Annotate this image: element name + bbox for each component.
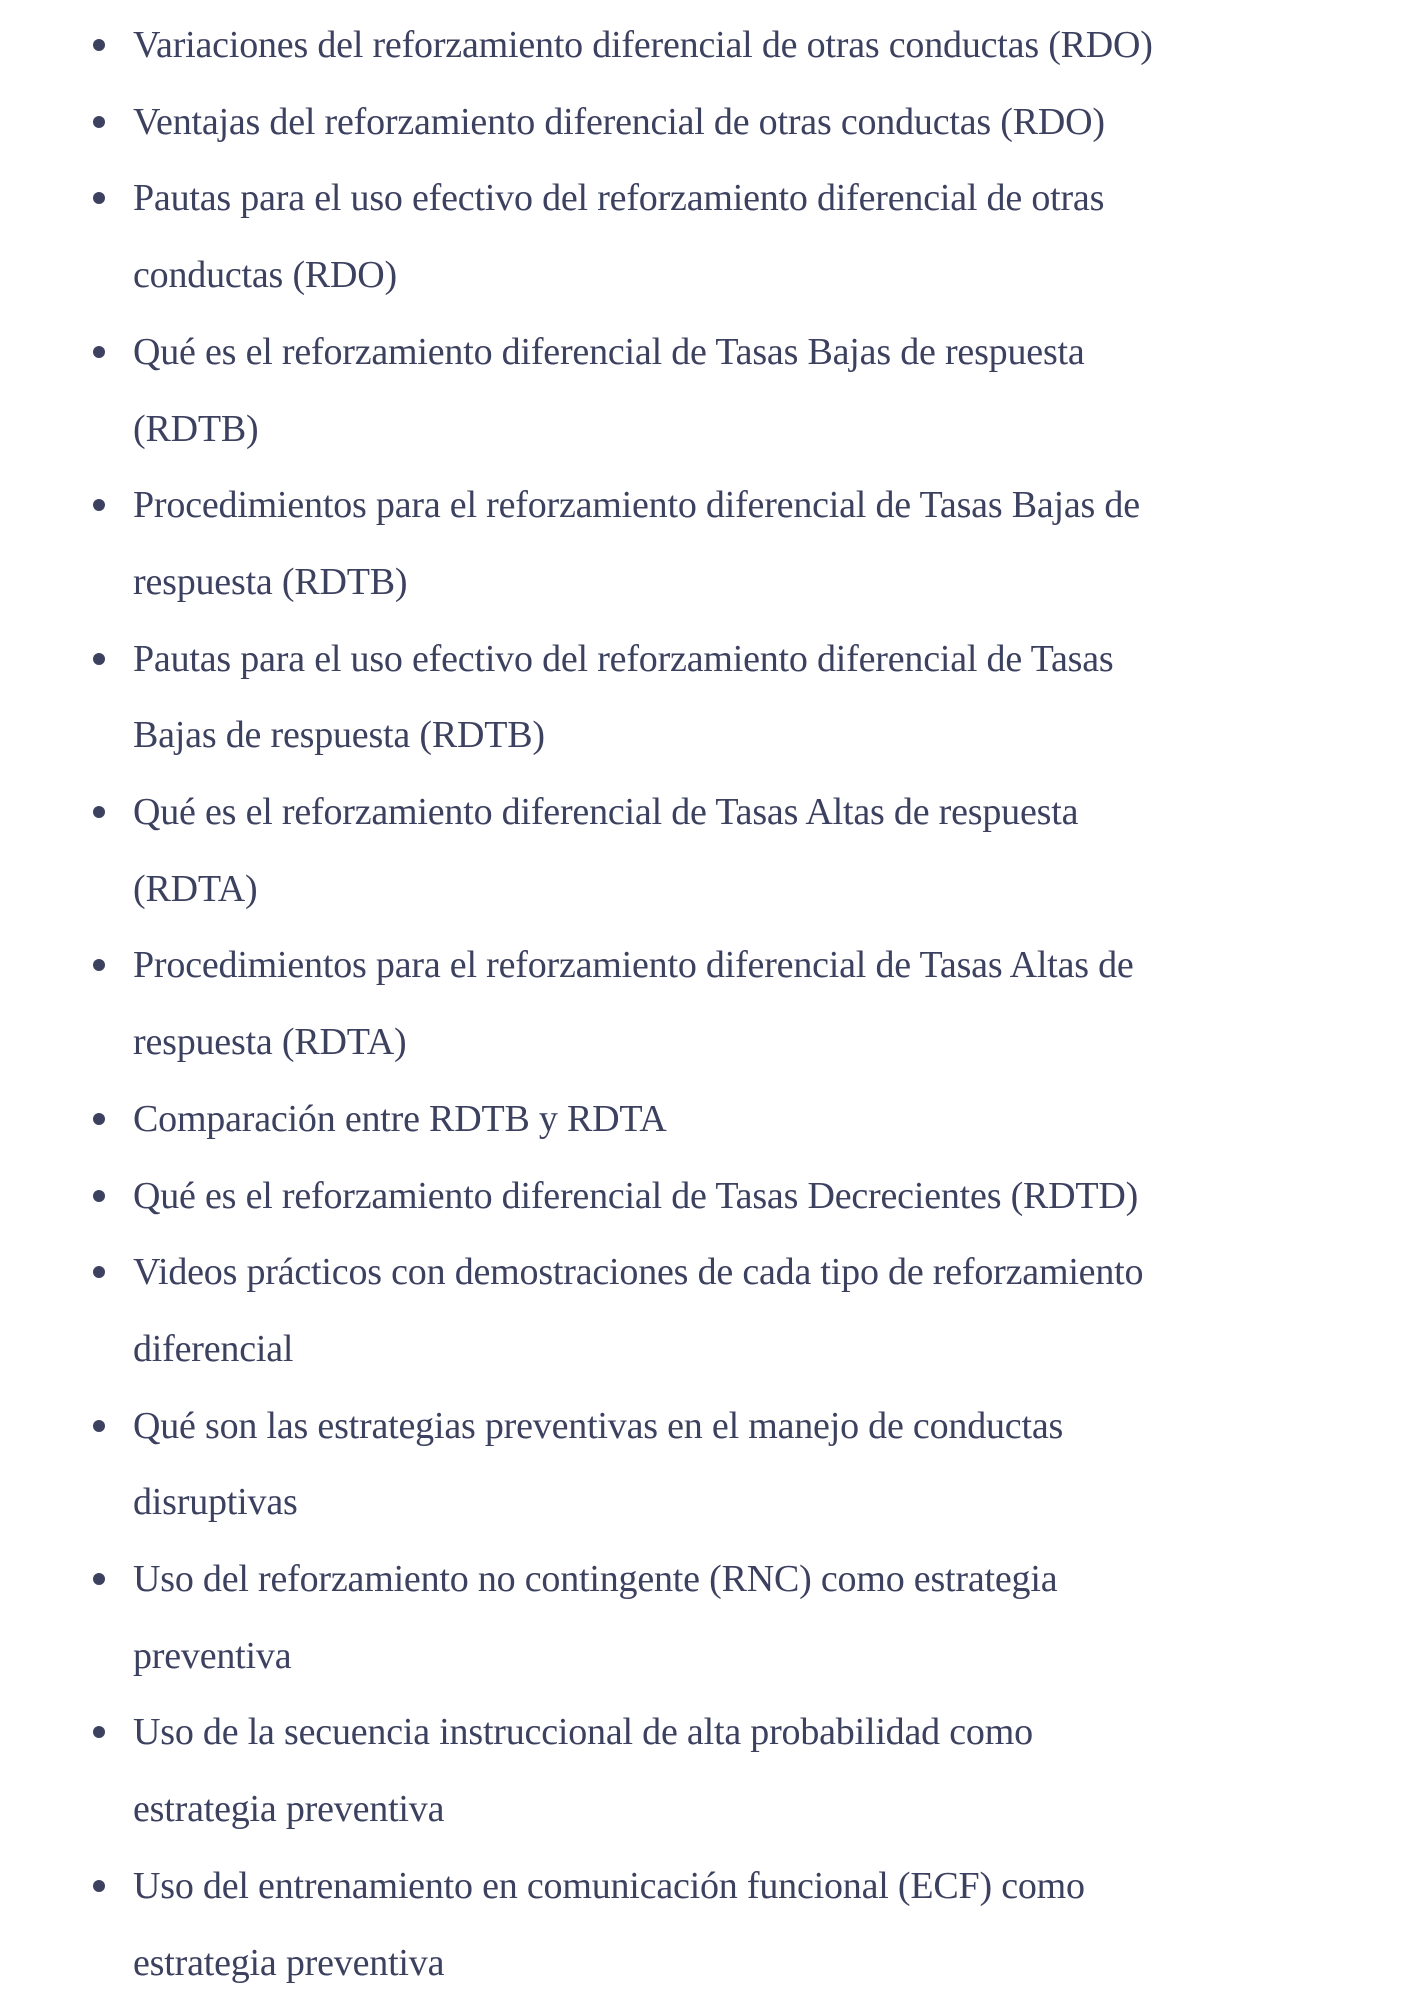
- disc-bullet-icon: [93, 1726, 105, 1738]
- list-item: [0, 1694, 1373, 1847]
- list-item-text: Uso de la secuencia instruccional de alta probabilidad como: [133, 1711, 1033, 1754]
- list-item-text-continued: estrategia preventiva: [133, 1941, 445, 1984]
- list-item-text: Uso del entrenamiento en comunicación funcional (ECF) como: [133, 1864, 1085, 1907]
- list-item-text: Qué es el reforzamiento diferencial de Tasas Altas de respuesta: [133, 791, 1079, 834]
- list-item-text: Uso del reforzamiento no contingente (RNC) como estrategia: [133, 1558, 1058, 1601]
- list-item-text: Videos prácticos con demostraciones de cada tipo de reforzamiento: [133, 1251, 1144, 1294]
- topic-list: [0, 7, 1414, 2001]
- list-item-text-continued: preventiva: [133, 1634, 292, 1677]
- disc-bullet-icon: [93, 1880, 105, 1892]
- list-item: [0, 621, 1373, 774]
- disc-bullet-icon: [93, 959, 105, 971]
- disc-bullet-icon: [93, 806, 105, 818]
- disc-bullet-icon: [93, 1190, 105, 1202]
- list-item-text-continued: (RDTA): [133, 867, 258, 910]
- list-item-text-continued: conductas (RDO): [133, 254, 397, 297]
- list-item: [0, 467, 1373, 620]
- list-item-text-continued: (RDTB): [133, 407, 259, 450]
- disc-bullet-icon: [93, 346, 105, 358]
- list-item-text: Comparación entre RDTB y RDTA: [133, 1097, 667, 1140]
- disc-bullet-icon: [93, 39, 105, 51]
- list-item: [0, 1848, 1373, 2001]
- disc-bullet-icon: [93, 116, 105, 128]
- disc-bullet-icon: [93, 1573, 105, 1585]
- list-item: [0, 927, 1373, 1080]
- disc-bullet-icon: [93, 653, 105, 665]
- disc-bullet-icon: [93, 499, 105, 511]
- list-item-text: Pautas para el uso efectivo del reforzamiento diferencial de otras: [133, 177, 1105, 220]
- list-item-text-continued: disruptivas: [133, 1481, 298, 1524]
- list-item: [0, 1081, 1373, 1158]
- list-item: [0, 84, 1373, 161]
- list-item: [0, 160, 1373, 313]
- list-item-text: Procedimientos para el reforzamiento diferencial de Tasas Bajas de: [133, 484, 1140, 527]
- list-item-text: Qué son las estrategias preventivas en el manejo de conductas: [133, 1404, 1064, 1447]
- list-item: [0, 1234, 1373, 1387]
- list-item-text: Procedimientos para el reforzamiento diferencial de Tasas Altas de: [133, 944, 1134, 987]
- list-item: [0, 1158, 1373, 1235]
- list-item-text: Pautas para el uso efectivo del reforzamiento diferencial de Tasas: [133, 637, 1114, 680]
- list-item-text-continued: Bajas de respuesta (RDTB): [133, 714, 545, 757]
- list-item-text: Variaciones del reforzamiento diferencial de otras conductas (RDO): [133, 24, 1153, 66]
- list-item-text-continued: respuesta (RDTB): [133, 560, 408, 603]
- list-item: [0, 7, 1373, 84]
- disc-bullet-icon: [93, 1266, 105, 1278]
- disc-bullet-icon: [93, 1113, 105, 1125]
- list-item: [0, 1388, 1373, 1541]
- list-item-text-continued: respuesta (RDTA): [133, 1021, 407, 1064]
- disc-bullet-icon: [93, 192, 105, 204]
- list-item-text: Qué es el reforzamiento diferencial de Tasas Bajas de respuesta: [133, 330, 1085, 373]
- list-item-text-continued: diferencial: [133, 1327, 294, 1370]
- list-item-text-continued: estrategia preventiva: [133, 1788, 445, 1831]
- list-item: [0, 314, 1373, 467]
- list-item: [0, 774, 1373, 927]
- list-item: [0, 1541, 1373, 1694]
- list-item-text: Qué es el reforzamiento diferencial de Tasas Decrecientes (RDTD): [133, 1174, 1139, 1217]
- disc-bullet-icon: [93, 1420, 105, 1432]
- list-item-text: Ventajas del reforzamiento diferencial de otras conductas (RDO): [133, 100, 1105, 143]
